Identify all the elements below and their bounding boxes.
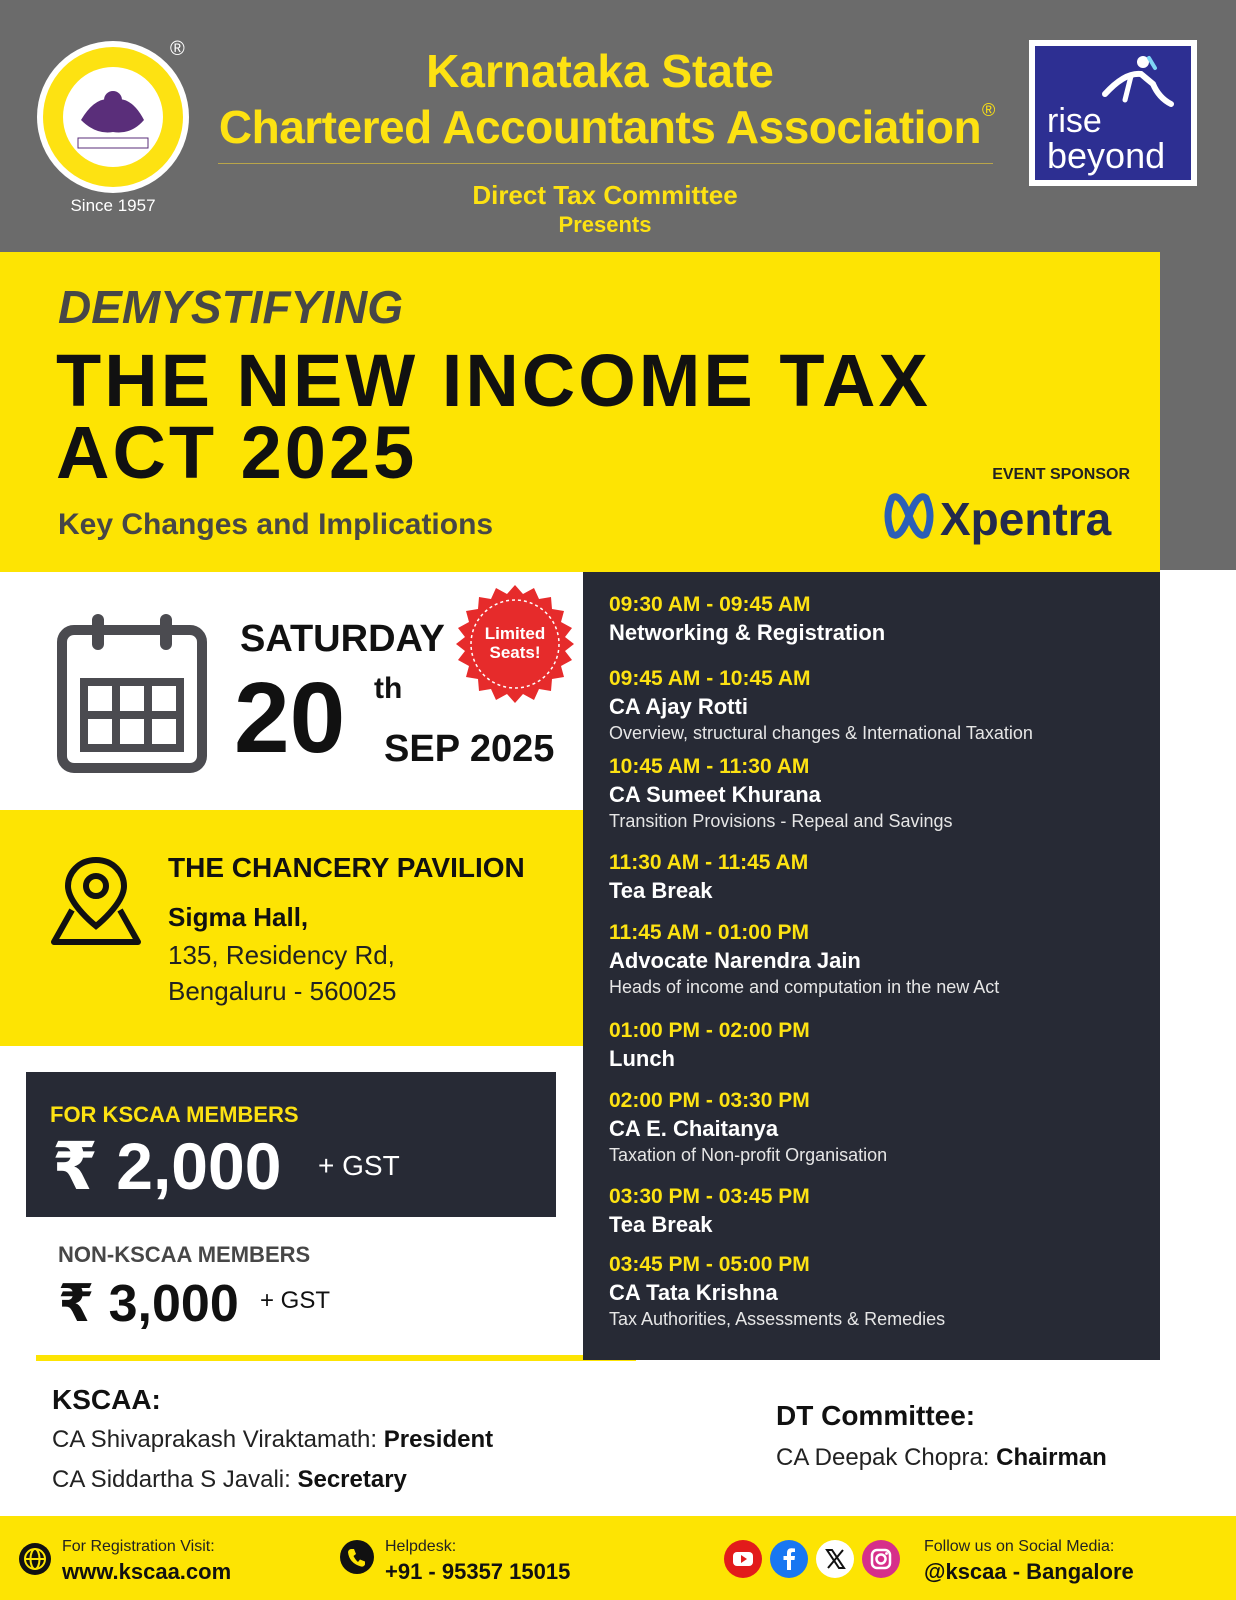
phone-icon bbox=[340, 1540, 374, 1574]
schedule-speaker: CA Tata Krishna bbox=[609, 1280, 778, 1305]
schedule-time: 03:45 PM - 05:00 PM bbox=[609, 1253, 810, 1276]
venue-address-line1: 135, Residency Rd, bbox=[168, 940, 395, 970]
social-handle[interactable]: @kscaa - Bangalore bbox=[924, 1559, 1134, 1584]
dt-committee-label: DT Committee: bbox=[776, 1400, 976, 1431]
president-role: President bbox=[383, 1426, 494, 1453]
kscaa-seal-logo bbox=[36, 40, 190, 194]
schedule-time: 09:45 AM - 10:45 AM bbox=[609, 667, 811, 690]
globe-icon bbox=[18, 1542, 52, 1576]
schedule-time: 02:00 PM - 03:30 PM bbox=[609, 1089, 810, 1112]
schedule-title: Tea Break bbox=[609, 878, 713, 903]
registration-link[interactable]: www.kscaa.com bbox=[62, 1559, 232, 1584]
rise-beyond-logo bbox=[1029, 40, 1197, 186]
social-label: Follow us on Social Media: bbox=[924, 1538, 1115, 1555]
non-members-tax-note: + GST bbox=[260, 1287, 331, 1314]
registration-label: For Registration Visit: bbox=[62, 1538, 215, 1555]
schedule-item bbox=[609, 592, 885, 648]
event-date-suffix: th bbox=[374, 672, 403, 705]
schedule-speaker: CA Sumeet Khurana bbox=[609, 782, 821, 807]
chairman-name: CA Deepak Chopra: bbox=[776, 1444, 990, 1471]
schedule-topic: Transition Provisions - Repeal and Savings bbox=[609, 811, 953, 831]
event-subtitle: Key Changes and Implications bbox=[58, 508, 494, 541]
calendar-icon bbox=[56, 610, 208, 774]
venue-name: THE CHANCERY PAVILION bbox=[168, 852, 525, 883]
schedule-item bbox=[609, 666, 1033, 744]
official-president bbox=[52, 1426, 493, 1454]
schedule-speaker: CA Ajay Rotti bbox=[609, 694, 748, 719]
schedule-topic: Heads of income and computation in the new Act bbox=[609, 977, 1000, 997]
schedule-item bbox=[609, 1018, 810, 1074]
committee-name: Direct Tax Committee bbox=[472, 180, 738, 210]
members-tax-note: + GST bbox=[318, 1150, 400, 1181]
xpentra-logo-icon bbox=[884, 488, 934, 544]
schedule-item bbox=[609, 1184, 810, 1240]
event-kicker: DEMYSTIFYING bbox=[58, 281, 404, 333]
pricing-divider bbox=[36, 1355, 636, 1361]
schedule-speaker: CA E. Chaitanya bbox=[609, 1116, 779, 1141]
limited-seats-text: Limited Seats! bbox=[484, 624, 546, 662]
x-twitter-icon[interactable] bbox=[816, 1540, 854, 1578]
schedule-speaker: Advocate Narendra Jain bbox=[609, 948, 861, 973]
venue-address-line2: Bengaluru - 560025 bbox=[168, 976, 397, 1006]
footer-band bbox=[0, 1516, 1236, 1600]
schedule-title: Lunch bbox=[609, 1046, 675, 1071]
schedule-time: 10:45 AM - 11:30 AM bbox=[609, 755, 810, 778]
runner-icon bbox=[1095, 54, 1175, 110]
sponsor-label: EVENT SPONSOR bbox=[992, 466, 1130, 483]
registered-mark: ® bbox=[170, 38, 185, 60]
event-day: SATURDAY bbox=[240, 618, 445, 660]
schedule-time: 09:30 AM - 09:45 AM bbox=[609, 593, 811, 616]
org-registered-mark: ® bbox=[982, 100, 996, 120]
members-price: ₹ 2,000 bbox=[52, 1129, 282, 1203]
event-month-year: SEP 2025 bbox=[384, 728, 555, 770]
schedule-item bbox=[609, 754, 953, 832]
header-divider bbox=[218, 163, 993, 164]
instagram-icon[interactable] bbox=[862, 1540, 900, 1578]
schedule-time: 03:30 PM - 03:45 PM bbox=[609, 1185, 810, 1208]
members-price-label: FOR KSCAA MEMBERS bbox=[50, 1102, 299, 1127]
map-pin-icon bbox=[50, 854, 142, 948]
helpdesk-label: Helpdesk: bbox=[385, 1538, 457, 1555]
schedule-item bbox=[609, 850, 808, 906]
schedule-topic: Taxation of Non-profit Organisation bbox=[609, 1145, 888, 1165]
non-members-price-label: NON-KSCAA MEMBERS bbox=[58, 1242, 311, 1267]
beyond-text: beyond bbox=[1047, 135, 1166, 176]
chairman-role: Chairman bbox=[996, 1444, 1107, 1471]
schedule-time: 11:45 AM - 01:00 PM bbox=[609, 921, 809, 944]
schedule-time: 11:30 AM - 11:45 AM bbox=[609, 851, 809, 874]
event-title: THE NEW INCOME TAX ACT 2025 bbox=[56, 339, 931, 494]
facebook-icon[interactable] bbox=[770, 1540, 808, 1578]
schedule-title: Tea Break bbox=[609, 1212, 713, 1237]
schedule-topic: Tax Authorities, Assessments & Remedies bbox=[609, 1309, 946, 1329]
schedule-time: 01:00 PM - 02:00 PM bbox=[609, 1019, 810, 1042]
org-name-line2: Chartered Accountants Association bbox=[218, 101, 982, 153]
schedule-item bbox=[609, 1088, 887, 1166]
rise-text: rise bbox=[1047, 102, 1102, 140]
helpdesk-phone[interactable]: +91 - 95357 15015 bbox=[385, 1559, 571, 1584]
schedule-item bbox=[609, 1252, 945, 1330]
president-name: CA Shivaprakash Viraktamath: bbox=[52, 1426, 378, 1453]
non-members-price: ₹ 3,000 bbox=[58, 1275, 239, 1333]
schedule-panel bbox=[583, 572, 1160, 1360]
event-date-number: 20 bbox=[234, 662, 346, 774]
schedule-item bbox=[609, 920, 999, 998]
secretary-name: CA Siddartha S Javali: bbox=[52, 1466, 291, 1493]
since-year: Since 1957 bbox=[70, 196, 156, 215]
sponsor-name: Xpentra bbox=[940, 493, 1112, 545]
kscaa-officials-label: KSCAA: bbox=[52, 1384, 161, 1415]
official-chairman bbox=[776, 1444, 1107, 1472]
schedule-title: Networking & Registration bbox=[609, 620, 886, 645]
schedule-topic: Overview, structural changes & International Taxation bbox=[609, 723, 1033, 743]
venue-hall: Sigma Hall, bbox=[168, 902, 309, 932]
secretary-role: Secretary bbox=[297, 1466, 407, 1493]
official-secretary bbox=[52, 1466, 407, 1494]
youtube-icon[interactable] bbox=[724, 1540, 762, 1578]
presents-text: Presents bbox=[558, 212, 652, 237]
header-band-right bbox=[1160, 252, 1236, 570]
org-name-line1: Karnataka State bbox=[426, 45, 774, 97]
